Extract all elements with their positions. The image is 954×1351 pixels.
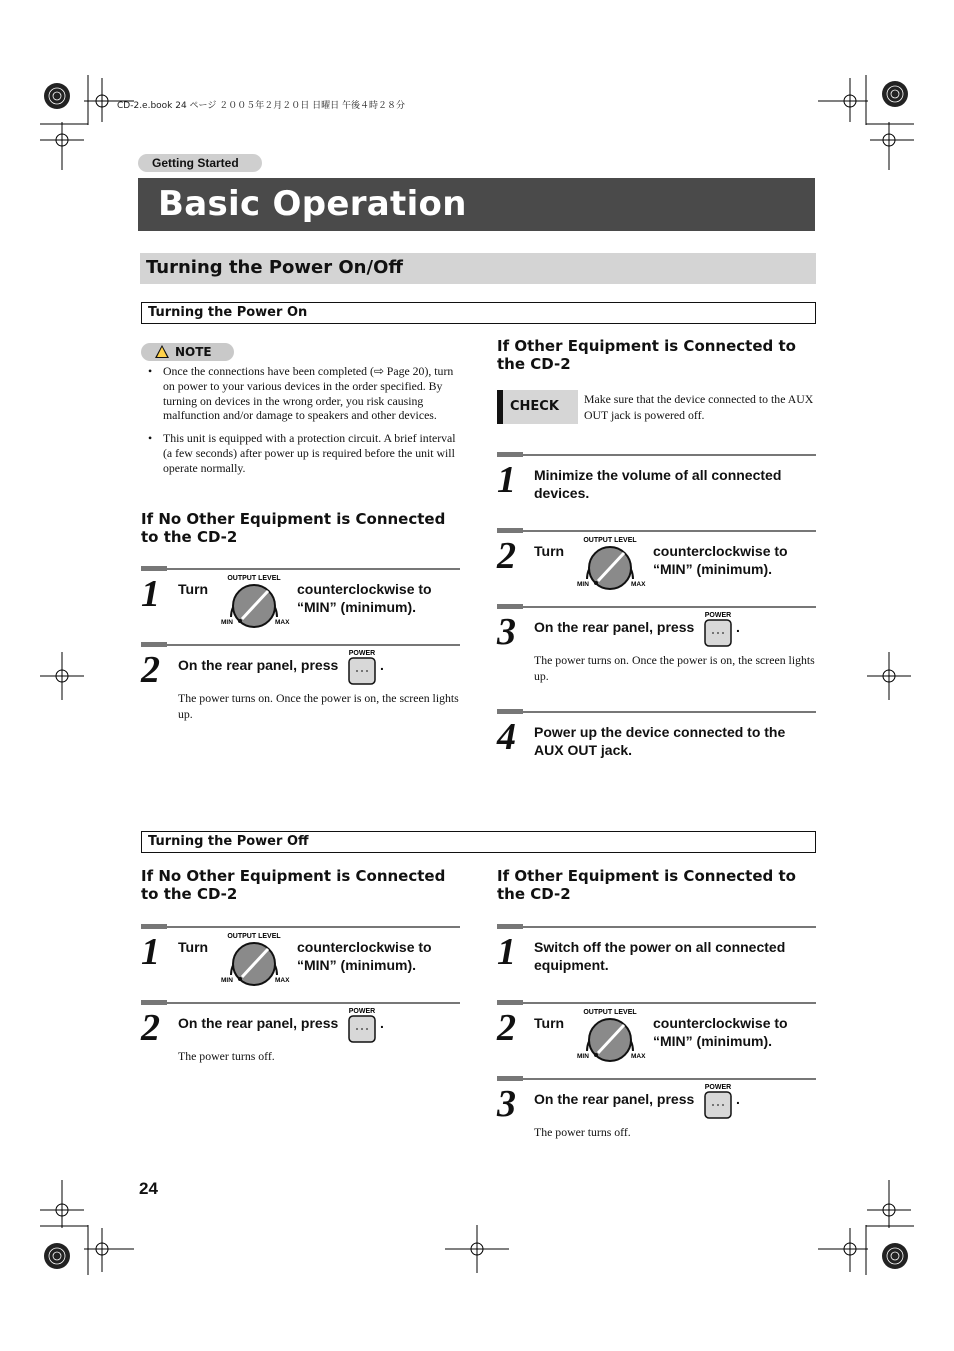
step-number: 3	[497, 1083, 516, 1125]
power-label: POWER	[348, 650, 376, 657]
knob-max-label: MAX	[631, 1053, 646, 1060]
knob-top-label: OUTPUT LEVEL	[583, 537, 637, 544]
power-button-icon	[702, 1082, 734, 1125]
step-number: 1	[497, 931, 516, 973]
step-rule	[497, 454, 816, 456]
step-rule	[141, 926, 460, 928]
step-number: 2	[141, 1007, 160, 1049]
step-rule	[141, 568, 460, 570]
step-text: counterclockwise to “MIN” (minimum).	[653, 1015, 788, 1049]
subhead-no-other-on: If No Other Equipment is Connected to the CD-2	[141, 510, 446, 546]
step-text: counterclockwise to “MIN” (minimum).	[653, 543, 788, 577]
step-number: 2	[497, 1007, 516, 1049]
knob-top-label: OUTPUT LEVEL	[583, 1009, 637, 1016]
step-text: Minimize the volume of all connected devices.	[534, 467, 782, 501]
output-level-knob-icon	[569, 535, 651, 596]
step-number: 1	[497, 459, 516, 501]
note-item: • This unit is equipped with a protection circuit. A brief interval (a few seconds) after power up is required before the unit will operate normally.	[148, 431, 460, 475]
knob-top-label: OUTPUT LEVEL	[227, 575, 281, 582]
step-body: The power turns off.	[178, 1049, 275, 1063]
subhead-other-on: If Other Equipment is Connected to the CD-2	[497, 337, 796, 373]
subhead-no-other-off: If No Other Equipment is Connected to the CD-2	[141, 867, 446, 903]
step-number: 1	[141, 573, 160, 615]
power-label: POWER	[348, 1008, 376, 1015]
step-number: 2	[141, 649, 160, 691]
file-header: CD-2.e.book 24 ページ ２００５年２月２０日 日曜日 午後４時２８分	[117, 101, 405, 111]
subheading-box-power-off	[141, 831, 816, 853]
subhead-other-off: If Other Equipment is Connected to the CD-2	[497, 867, 796, 903]
subheading-power-on: Turning the Power On	[148, 305, 308, 320]
knob-max-label: MAX	[631, 581, 646, 588]
step-body: The power turns on. Once the power is on, the screen lights up.	[534, 653, 815, 683]
step-text: .	[736, 1091, 740, 1107]
step-text: counterclockwise to “MIN” (minimum).	[297, 939, 432, 973]
step-number: 2	[497, 535, 516, 577]
step-text: Turn	[534, 1015, 565, 1031]
section-bar	[140, 253, 816, 284]
check-label: CHECK	[510, 399, 559, 414]
step-rule	[497, 1078, 816, 1080]
section-tag: Getting Started	[138, 154, 262, 172]
step-rule	[497, 530, 816, 532]
step-text: Turn	[534, 543, 565, 559]
note-list	[148, 364, 460, 484]
power-label: POWER	[704, 1084, 732, 1091]
section-title: Turning the Power On/Off	[146, 257, 403, 278]
subheading-power-off: Turning the Power Off	[148, 834, 309, 849]
step-number: 3	[497, 611, 516, 653]
knob-min-label: MIN	[577, 581, 589, 588]
power-button-icon	[346, 1006, 378, 1049]
step-rule	[497, 606, 816, 608]
title-bar	[138, 178, 815, 231]
knob-top-label: OUTPUT LEVEL	[227, 933, 281, 940]
step-text: On the rear panel, press	[178, 657, 339, 673]
step-text: counterclockwise to “MIN” (minimum).	[297, 581, 432, 615]
step-text: Turn	[178, 581, 209, 597]
step-rule	[141, 1002, 460, 1004]
subheading-box-power-on	[141, 302, 816, 324]
step-text: On the rear panel, press	[534, 619, 695, 635]
step-text: On the rear panel, press	[534, 1091, 695, 1107]
step-text: On the rear panel, press	[178, 1015, 339, 1031]
output-level-knob-icon	[213, 931, 295, 992]
step-number: 1	[141, 931, 160, 973]
knob-min-label: MIN	[577, 1053, 589, 1060]
step-rule	[497, 711, 816, 713]
step-text: Switch off the power on all connected equipment.	[534, 939, 786, 973]
power-label: POWER	[704, 612, 732, 619]
step-text: .	[380, 657, 384, 673]
page-number: 24	[139, 1179, 158, 1198]
note-item: • Once the connections have been completed (⇨ Page 20), turn on power to your various devices in the order specified. By turning on devices in the wrong order, you risk causing malfunction and/or damage to speakers and other devices.	[148, 364, 460, 423]
output-level-knob-icon	[213, 573, 295, 634]
knob-min-label: MIN	[221, 977, 233, 984]
step-text: .	[736, 619, 740, 635]
step-text: Turn	[178, 939, 209, 955]
step-rule	[497, 1002, 816, 1004]
step-text: .	[380, 1015, 384, 1031]
step-body: The power turns on. Once the power is on, the screen lights up.	[178, 691, 459, 721]
page-title: Basic Operation	[158, 184, 467, 224]
knob-max-label: MAX	[275, 977, 290, 984]
knob-max-label: MAX	[275, 619, 290, 626]
step-body: The power turns off.	[534, 1125, 631, 1139]
output-level-knob-icon	[569, 1007, 651, 1068]
power-button-icon	[346, 648, 378, 691]
warning-icon	[155, 345, 169, 358]
step-rule	[141, 644, 460, 646]
step-number: 4	[497, 716, 516, 758]
power-button-icon	[702, 610, 734, 653]
note-label: NOTE	[175, 345, 212, 359]
check-badge	[497, 390, 578, 424]
step-text: Power up the device connected to the AUX OUT jack.	[534, 724, 786, 758]
note-badge	[141, 343, 234, 361]
knob-min-label: MIN	[221, 619, 233, 626]
check-text: Make sure that the device connected to the AUX OUT jack is powered off.	[584, 392, 814, 422]
step-rule	[497, 926, 816, 928]
